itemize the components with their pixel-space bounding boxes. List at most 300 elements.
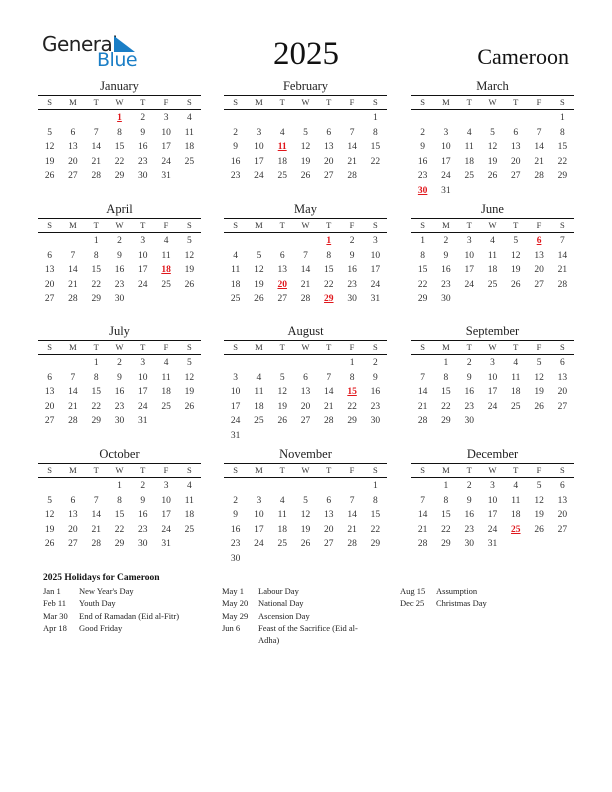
day-cell: 7 <box>536 127 542 138</box>
day-cell: 11 <box>184 495 194 506</box>
day-cell: 8 <box>420 250 426 261</box>
day-cell: 6 <box>279 250 285 261</box>
holiday-day-cell: 6 <box>536 236 542 246</box>
holiday-column <box>222 585 372 646</box>
day-cell: 10 <box>487 372 498 383</box>
weekday-header: S <box>47 465 52 475</box>
day-cell: 25 <box>184 524 195 535</box>
day-cell: 16 <box>114 265 125 275</box>
day-cell: 17 <box>230 401 241 412</box>
empty-cell <box>294 479 317 494</box>
day-cell: 9 <box>140 127 146 138</box>
day-cell: 17 <box>441 156 451 167</box>
empty-cell <box>294 111 317 126</box>
day-cell: 21 <box>347 524 357 535</box>
day-cell: 8 <box>93 372 99 383</box>
weekday-header: T <box>513 97 519 107</box>
empty-cell <box>224 234 247 249</box>
holiday-date: Dec 25 <box>400 598 425 609</box>
day-cell: 12 <box>44 142 55 152</box>
holiday-item <box>43 585 218 597</box>
day-cell: 21 <box>534 156 544 167</box>
day-cell: 13 <box>511 142 521 152</box>
day-cell: 10 <box>370 250 381 261</box>
day-cell: 4 <box>163 236 169 246</box>
weekday-header-row <box>411 95 574 110</box>
day-cell: 10 <box>487 495 498 506</box>
day-grid <box>224 234 387 307</box>
weekday-header: T <box>279 220 285 230</box>
weekday-header: S <box>559 465 565 475</box>
day-cell: 28 <box>557 279 568 290</box>
day-cell: 10 <box>161 495 171 506</box>
day-cell: 25 <box>254 416 264 426</box>
day-cell: 8 <box>349 372 355 383</box>
day-cell: 18 <box>277 524 287 535</box>
day-cell: 1 <box>559 113 565 123</box>
weekday-header: T <box>279 97 285 107</box>
holiday-date: Apr 18 <box>43 622 67 633</box>
day-cell: 4 <box>256 372 262 383</box>
day-cell: 17 <box>138 265 148 275</box>
weekday-header: W <box>115 97 124 107</box>
day-cell: 24 <box>464 279 474 290</box>
day-cell: 29 <box>91 294 101 304</box>
day-cell: 13 <box>68 142 78 152</box>
day-cell: 22 <box>417 279 428 290</box>
weekday-header: T <box>513 465 519 475</box>
day-cell: 10 <box>230 387 241 397</box>
day-cell: 8 <box>559 127 565 138</box>
holiday-name: New Year's Day <box>79 586 134 596</box>
day-cell: 18 <box>277 156 287 167</box>
day-cell: 27 <box>324 171 334 181</box>
day-cell: 23 <box>347 279 357 290</box>
day-cell: 9 <box>349 250 355 261</box>
day-cell: 22 <box>324 279 334 290</box>
day-cell: 17 <box>161 142 171 152</box>
day-cell: 23 <box>417 171 428 181</box>
holiday-day-cell: 25 <box>511 524 521 535</box>
day-cell: 15 <box>370 510 381 520</box>
day-cell: 27 <box>324 539 334 549</box>
day-cell: 20 <box>324 156 334 167</box>
day-cell: 19 <box>534 387 544 397</box>
day-cell: 24 <box>161 524 171 535</box>
holiday-name: Feast of the Sacrifice (Eid al-Adha) <box>258 622 358 646</box>
day-cell: 25 <box>511 401 521 412</box>
weekday-header: M <box>442 220 450 230</box>
month-june <box>411 202 574 307</box>
day-cell: 23 <box>441 279 451 290</box>
day-cell: 5 <box>186 358 192 368</box>
day-cell: 4 <box>279 127 285 138</box>
weekday-header: T <box>279 342 285 352</box>
day-cell: 2 <box>466 358 472 368</box>
weekday-header: S <box>233 342 238 352</box>
day-cell: 29 <box>347 416 357 426</box>
day-cell: 6 <box>326 127 332 138</box>
day-cell: 3 <box>140 358 146 368</box>
empty-cell <box>458 111 481 126</box>
day-cell: 14 <box>347 510 357 520</box>
empty-cell <box>317 356 340 371</box>
empty-cell <box>247 479 270 494</box>
day-cell: 2 <box>140 481 146 491</box>
day-cell: 18 <box>184 142 195 152</box>
day-cell: 18 <box>511 387 521 397</box>
holiday-date: May 29 <box>222 610 249 621</box>
empty-cell <box>85 111 108 126</box>
day-cell: 3 <box>140 236 146 246</box>
day-cell: 25 <box>184 156 195 167</box>
weekday-header-row <box>411 340 574 355</box>
weekday-header: W <box>115 465 124 475</box>
weekday-header: S <box>420 465 425 475</box>
day-cell: 11 <box>161 250 171 261</box>
logo-text-general: General <box>42 32 118 56</box>
weekday-header: W <box>488 342 497 352</box>
day-cell: 6 <box>47 250 53 261</box>
day-cell: 30 <box>370 416 381 426</box>
day-cell: 4 <box>186 481 192 491</box>
day-cell: 22 <box>114 524 125 535</box>
day-cell: 5 <box>47 495 53 506</box>
holiday-date: Jan 1 <box>43 586 61 596</box>
empty-cell <box>434 111 457 126</box>
empty-cell <box>61 479 84 494</box>
day-cell: 7 <box>93 127 99 138</box>
holiday-date: May 1 <box>222 586 244 596</box>
day-cell: 6 <box>47 372 53 383</box>
day-cell: 3 <box>466 236 472 246</box>
weekday-header: T <box>326 342 332 352</box>
day-cell: 9 <box>466 372 472 383</box>
weekday-header: T <box>466 97 472 107</box>
day-cell: 28 <box>417 416 428 426</box>
empty-cell <box>271 479 294 494</box>
day-cell: 24 <box>487 401 498 412</box>
day-cell: 7 <box>559 236 565 246</box>
day-cell: 4 <box>490 236 495 246</box>
day-cell: 3 <box>163 481 169 491</box>
month-name: May <box>294 202 317 216</box>
weekday-header: S <box>559 342 565 352</box>
day-cell: 26 <box>44 171 55 181</box>
holiday-name: End of Ramadan (Eid al-Fitr) <box>79 610 180 621</box>
holiday-item <box>43 610 218 622</box>
holiday-name: Assumption <box>436 586 478 596</box>
month-february <box>224 79 387 184</box>
weekday-header: M <box>255 220 263 230</box>
weekday-header: T <box>513 342 519 352</box>
day-cell: 18 <box>464 156 474 167</box>
day-cell: 27 <box>44 294 55 304</box>
day-cell: 7 <box>70 372 76 383</box>
day-cell: 4 <box>233 250 239 261</box>
day-cell: 12 <box>534 495 544 506</box>
day-cell: 8 <box>117 495 122 506</box>
weekday-header: M <box>69 97 77 107</box>
day-cell: 22 <box>370 156 381 167</box>
weekday-header: S <box>559 220 565 230</box>
month-name: March <box>476 79 509 93</box>
day-cell: 10 <box>138 372 148 383</box>
weekday-header: T <box>279 465 285 475</box>
day-cell: 27 <box>277 294 287 304</box>
day-cell: 22 <box>347 401 357 412</box>
empty-cell <box>38 111 61 126</box>
day-cell: 27 <box>68 539 78 549</box>
day-cell: 4 <box>513 358 519 368</box>
day-cell: 27 <box>534 279 544 290</box>
empty-cell <box>224 479 247 494</box>
day-cell: 7 <box>420 495 426 506</box>
day-cell: 12 <box>300 142 311 152</box>
weekday-header: S <box>372 342 378 352</box>
day-cell: 19 <box>44 524 55 535</box>
weekday-header: T <box>140 342 146 352</box>
day-cell: 26 <box>300 171 311 181</box>
weekday-header-row <box>411 463 574 478</box>
day-cell: 2 <box>140 113 146 123</box>
weekday-header: F <box>349 342 355 352</box>
weekday-header: S <box>47 220 52 230</box>
weekday-header: T <box>140 465 146 475</box>
day-cell: 21 <box>417 401 428 412</box>
weekday-header: T <box>93 342 99 352</box>
weekday-header: M <box>255 97 263 107</box>
day-cell: 11 <box>231 265 241 275</box>
day-cell: 27 <box>511 171 521 181</box>
weekday-header: T <box>140 97 146 107</box>
day-cell: 27 <box>44 416 55 426</box>
weekday-header-row <box>224 218 387 233</box>
day-cell: 16 <box>464 510 474 520</box>
day-cell: 16 <box>230 524 241 535</box>
day-cell: 31 <box>161 171 171 181</box>
empty-cell <box>317 479 340 494</box>
day-cell: 12 <box>184 250 195 261</box>
day-cell: 21 <box>68 401 78 412</box>
day-cell: 1 <box>349 358 355 368</box>
weekday-header: M <box>442 97 450 107</box>
empty-cell <box>61 111 84 126</box>
day-cell: 14 <box>68 265 78 275</box>
day-cell: 1 <box>443 358 449 368</box>
day-cell: 2 <box>372 358 378 368</box>
day-cell: 1 <box>420 236 426 246</box>
weekday-header: W <box>301 220 310 230</box>
empty-cell <box>340 111 363 126</box>
holiday-day-cell: 1 <box>326 236 332 246</box>
day-cell: 24 <box>254 171 264 181</box>
day-cell: 4 <box>279 495 285 506</box>
day-cell: 21 <box>324 401 334 412</box>
empty-cell <box>271 234 294 249</box>
weekday-header: M <box>69 342 77 352</box>
weekday-header: F <box>536 342 542 352</box>
year-title: 2025 <box>273 36 339 72</box>
day-cell: 13 <box>557 372 568 383</box>
weekday-header: W <box>301 465 310 475</box>
day-cell: 2 <box>233 495 239 506</box>
holiday-date: May 20 <box>222 598 249 609</box>
day-cell: 28 <box>91 539 101 549</box>
day-cell: 17 <box>487 510 498 520</box>
day-cell: 29 <box>114 171 125 181</box>
holiday-name: Labour Day <box>258 586 299 596</box>
day-cell: 20 <box>534 265 544 275</box>
holidays-section <box>43 573 583 646</box>
month-name: June <box>481 202 504 216</box>
day-cell: 25 <box>161 279 171 290</box>
month-name: August <box>287 324 324 338</box>
holiday-day-cell: 18 <box>161 265 171 275</box>
day-cell: 8 <box>326 250 332 261</box>
weekday-header: S <box>186 342 192 352</box>
holiday-item <box>222 585 372 597</box>
weekday-header: S <box>47 97 52 107</box>
holiday-day-cell: 30 <box>417 185 428 196</box>
day-cell: 24 <box>487 524 498 535</box>
day-cell: 31 <box>487 539 498 549</box>
day-cell: 11 <box>184 127 194 138</box>
day-cell: 8 <box>443 372 449 383</box>
day-cell: 3 <box>256 495 262 506</box>
day-cell: 22 <box>557 156 568 167</box>
day-cell: 20 <box>300 401 311 412</box>
day-cell: 13 <box>534 250 544 261</box>
weekday-header: T <box>140 220 146 230</box>
day-cell: 3 <box>490 358 495 368</box>
day-cell: 24 <box>230 416 241 426</box>
day-cell: 23 <box>230 539 241 549</box>
day-cell: 29 <box>557 171 568 181</box>
day-cell: 9 <box>140 495 146 506</box>
holiday-name: Ascension Day <box>258 610 310 621</box>
day-cell: 6 <box>513 127 519 138</box>
weekday-header: S <box>186 465 192 475</box>
month-name: April <box>106 202 133 216</box>
month-name: October <box>99 447 140 461</box>
day-cell: 2 <box>233 127 239 138</box>
holiday-item <box>400 597 575 609</box>
weekday-header: F <box>536 97 542 107</box>
holiday-column <box>400 585 575 610</box>
weekday-header: M <box>255 342 263 352</box>
day-cell: 14 <box>91 510 101 520</box>
empty-cell <box>224 111 247 126</box>
weekday-header: M <box>442 465 450 475</box>
day-cell: 1 <box>372 481 378 491</box>
day-cell: 29 <box>91 416 101 426</box>
day-cell: 20 <box>557 510 568 520</box>
holiday-item <box>400 585 575 597</box>
holiday-column <box>43 585 218 634</box>
day-cell: 26 <box>300 539 311 549</box>
day-cell: 28 <box>347 171 357 181</box>
day-cell: 11 <box>161 372 171 383</box>
weekday-header-row <box>38 95 201 110</box>
weekday-header: S <box>372 220 378 230</box>
day-cell: 16 <box>417 156 428 167</box>
empty-cell <box>38 356 61 371</box>
day-cell: 21 <box>417 524 428 535</box>
day-cell: 26 <box>184 279 195 290</box>
day-cell: 19 <box>300 524 311 535</box>
weekday-header: F <box>536 220 542 230</box>
day-cell: 8 <box>93 250 99 261</box>
day-cell: 16 <box>138 510 148 520</box>
day-cell: 9 <box>372 372 378 383</box>
day-cell: 23 <box>370 401 381 412</box>
day-cell: 23 <box>114 401 125 412</box>
day-cell: 26 <box>44 539 55 549</box>
day-cell: 2 <box>117 358 122 368</box>
day-grid <box>411 111 574 198</box>
day-cell: 12 <box>254 265 264 275</box>
day-cell: 19 <box>300 156 311 167</box>
weekday-header: W <box>488 220 497 230</box>
day-cell: 26 <box>254 294 264 304</box>
day-cell: 31 <box>230 430 241 441</box>
weekday-header-row <box>224 463 387 478</box>
day-grid <box>411 479 574 552</box>
day-cell: 3 <box>372 236 378 246</box>
month-november <box>224 447 387 566</box>
day-cell: 1 <box>93 358 99 368</box>
day-cell: 19 <box>44 156 55 167</box>
day-cell: 18 <box>487 265 498 275</box>
holiday-name: Good Friday <box>79 622 123 633</box>
day-cell: 2 <box>443 236 449 246</box>
day-cell: 13 <box>277 265 287 275</box>
day-cell: 2 <box>349 236 355 246</box>
day-cell: 16 <box>114 387 125 397</box>
day-cell: 24 <box>138 279 148 290</box>
weekday-header: T <box>326 97 332 107</box>
day-cell: 28 <box>347 539 357 549</box>
month-october <box>38 447 201 552</box>
weekday-header: M <box>442 342 450 352</box>
day-cell: 8 <box>372 127 378 138</box>
day-cell: 5 <box>256 250 262 261</box>
day-cell: 11 <box>277 510 287 520</box>
day-cell: 22 <box>91 279 101 290</box>
empty-cell <box>38 479 61 494</box>
day-cell: 25 <box>161 401 171 412</box>
weekday-header: W <box>301 97 310 107</box>
weekday-header: S <box>47 342 52 352</box>
day-cell: 10 <box>254 142 264 152</box>
day-cell: 17 <box>254 524 264 535</box>
day-cell: 24 <box>441 171 451 181</box>
weekday-header-row <box>411 218 574 233</box>
month-april <box>38 202 201 307</box>
empty-cell <box>411 479 434 494</box>
day-cell: 22 <box>370 524 381 535</box>
weekday-header: W <box>488 97 497 107</box>
holiday-item <box>222 597 372 609</box>
weekday-header: T <box>93 220 99 230</box>
day-cell: 17 <box>138 387 148 397</box>
day-cell: 15 <box>441 387 451 397</box>
day-cell: 20 <box>44 279 55 290</box>
day-cell: 28 <box>68 294 78 304</box>
day-cell: 8 <box>372 495 378 506</box>
day-cell: 7 <box>349 127 355 138</box>
